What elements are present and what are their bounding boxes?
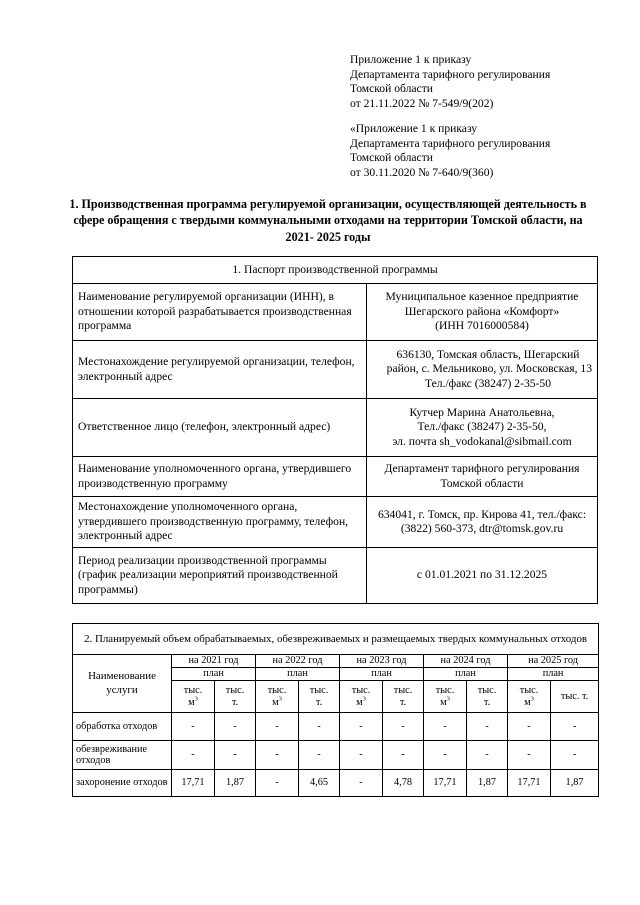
document-title: 1. Производственная программа регулируемой организации, осуществляющей деятельность в сфере обращения с твердыми коммунальными отходами на территории Томской области, на 2021- 2025 годы xyxy=(69,197,587,244)
service-name: обработка отходов xyxy=(73,713,172,741)
volume-cell: - xyxy=(172,713,215,741)
unit-text: тыс. xyxy=(267,685,287,696)
table-row xyxy=(73,341,598,399)
table-row xyxy=(73,713,599,741)
plan-header: план xyxy=(508,668,599,681)
volume-cell: - xyxy=(383,713,424,741)
value-line: с 01.01.2021 по 31.12.2025 xyxy=(416,568,548,582)
table-row xyxy=(73,284,598,341)
passport-value xyxy=(367,399,598,457)
unit-m3-header xyxy=(424,681,467,713)
volume-cell: 1,87 xyxy=(551,770,599,797)
passport-heading: 1. Паспорт производственной программы xyxy=(73,257,598,284)
unit-superscript: 3 xyxy=(362,695,366,703)
unit-text: т. xyxy=(399,696,407,708)
plan-header: план xyxy=(340,668,424,681)
unit-text: т. xyxy=(315,696,323,708)
appendix-line: Томской области xyxy=(350,82,433,96)
value-line: Тел./факс (38247) 2-35-50 xyxy=(424,376,552,390)
value-line: Томской области xyxy=(440,476,524,490)
value-line: Департамент тарифного регулирования xyxy=(384,462,580,475)
value-line: (ИНН 7016000584) xyxy=(435,319,529,333)
appendix-line: от 30.11.2020 № 7-640/9(360) xyxy=(350,165,494,179)
volume-cell: - xyxy=(424,741,467,770)
unit-t-header xyxy=(215,681,256,713)
unit-text: тыс. xyxy=(183,685,203,696)
appendix-line: Приложение 1 к приказу xyxy=(350,53,472,66)
unit-text: тыс. xyxy=(519,685,539,696)
volume-cell: 1,87 xyxy=(467,770,508,797)
volume-cell: - xyxy=(172,741,215,770)
unit-text: тыс. xyxy=(309,685,329,696)
unit-text: т. xyxy=(231,696,239,708)
appendix-line: Томской области xyxy=(350,151,433,165)
value-line: Кутчер Марина Анатольевна, xyxy=(409,405,555,419)
year-header: на 2025 год xyxy=(508,655,599,668)
passport-value xyxy=(367,284,598,341)
passport-table xyxy=(72,256,598,604)
service-name: обезвреживание отходов xyxy=(73,741,172,770)
value-line: Муниципальное казенное предприятие xyxy=(385,290,579,304)
plan-header: план xyxy=(256,668,340,681)
passport-label: Наименование регулируемой организации (ИНН), в отношении которой разрабатывается производственная программа xyxy=(73,284,367,341)
unit-m3-header xyxy=(256,681,299,713)
appendix-line: «Приложение 1 к приказу xyxy=(350,122,478,135)
volume-cell: - xyxy=(256,713,299,741)
volume-cell: 4,65 xyxy=(299,770,340,797)
volume-cell: - xyxy=(256,770,299,797)
unit-t-header xyxy=(383,681,424,713)
passport-label: Местонахождение регулируемой организации, телефон, электронный адрес xyxy=(73,341,367,399)
value-line: эл. почта sh_vodokanal@sibmail.com xyxy=(392,434,572,448)
table-row xyxy=(73,548,598,604)
unit-superscript: 3 xyxy=(446,695,450,703)
unit-text: тыс. xyxy=(351,685,371,696)
appendix-line: Департамента тарифного регулирования xyxy=(350,136,551,150)
table-row xyxy=(73,399,598,457)
table-row xyxy=(73,770,599,797)
unit-text: тыс. xyxy=(225,685,245,696)
unit-t-header xyxy=(467,681,508,713)
volume-cell: 4,78 xyxy=(383,770,424,797)
unit-text: тыс. xyxy=(435,685,455,696)
volume-cell: 17,71 xyxy=(172,770,215,797)
appendix-line: Департамента тарифного регулирования xyxy=(350,67,551,81)
plan-header: план xyxy=(172,668,256,681)
value-line: (3822) 560-373, dtr@tomsk.gov.ru xyxy=(400,522,564,535)
volume-cell: 17,71 xyxy=(424,770,467,797)
passport-value xyxy=(367,497,598,548)
year-header: на 2021 год xyxy=(172,655,256,668)
volume-cell: - xyxy=(551,713,599,741)
volume-cell: - xyxy=(383,741,424,770)
volume-cell: 17,71 xyxy=(508,770,551,797)
volume-cell: - xyxy=(340,741,383,770)
passport-value xyxy=(367,457,598,497)
volumes-heading: 2. Планируемый объем обрабатываемых, обезвреживаемых и размещаемых твердых коммунальных отходов xyxy=(73,624,599,655)
value-line: район, с. Мельниково, ул. Московская, 13 xyxy=(386,362,592,376)
value-line: 636130, Томская область, Шегарский xyxy=(396,347,580,361)
volume-cell: - xyxy=(424,713,467,741)
unit-text: м xyxy=(272,696,279,708)
unit-text: м xyxy=(440,696,447,708)
unit-superscript: 3 xyxy=(194,695,198,703)
volume-cell: - xyxy=(551,741,599,770)
volume-cell: - xyxy=(256,741,299,770)
unit-text: м xyxy=(524,696,531,708)
year-header: на 2022 год xyxy=(256,655,340,668)
plan-header: план xyxy=(424,668,508,681)
unit-m3-header xyxy=(508,681,551,713)
unit-t-header xyxy=(299,681,340,713)
unit-text: м xyxy=(356,696,363,708)
table-row xyxy=(73,741,599,770)
appendix-line: от 21.11.2022 № 7-549/9(202) xyxy=(350,96,494,110)
passport-label: Местонахождение уполномоченного органа, утвердившего производственную программу, телефон, электронный адрес xyxy=(73,497,367,548)
unit-text: тыс. xyxy=(393,685,413,696)
passport-value xyxy=(367,548,598,604)
volume-cell: - xyxy=(215,741,256,770)
volume-cell: - xyxy=(508,713,551,741)
service-name: захоронение отходов xyxy=(73,770,172,797)
volume-cell: - xyxy=(299,713,340,741)
volumes-table xyxy=(72,623,599,797)
value-line: 634041, г. Томск, пр. Кирова 41, тел./факс: xyxy=(377,507,587,521)
unit-m3-header xyxy=(340,681,383,713)
passport-value xyxy=(367,341,598,399)
table-row xyxy=(73,457,598,497)
passport-label: Период реализации производственной программы (график реализации мероприятий производственной программы) xyxy=(73,548,367,604)
volume-cell: - xyxy=(215,713,256,741)
volume-cell: - xyxy=(467,713,508,741)
unit-superscript: 3 xyxy=(530,695,534,703)
volume-cell: - xyxy=(508,741,551,770)
table-row xyxy=(73,497,598,548)
volume-cell: - xyxy=(467,741,508,770)
year-header: на 2024 год xyxy=(424,655,508,668)
volume-cell: - xyxy=(340,713,383,741)
unit-m3-header xyxy=(172,681,215,713)
year-header: на 2023 год xyxy=(340,655,424,668)
service-name-header: Наименование услуги xyxy=(73,655,172,713)
volume-cell: - xyxy=(340,770,383,797)
unit-superscript: 3 xyxy=(278,695,282,703)
passport-label: Наименование уполномоченного органа, утвердившего производственную программу xyxy=(73,457,367,497)
volume-cell: - xyxy=(299,741,340,770)
appendix-reference-current xyxy=(350,53,550,111)
unit-text: тыс. xyxy=(477,685,497,696)
value-line: Тел./факс (38247) 2-35-50, xyxy=(417,420,547,434)
unit-text: т. xyxy=(483,696,491,708)
unit-t-header: тыс. т. xyxy=(551,681,599,713)
volume-cell: 1,87 xyxy=(215,770,256,797)
passport-label: Ответственное лицо (телефон, электронный адрес) xyxy=(73,399,367,457)
unit-text: м xyxy=(188,696,195,708)
appendix-reference-original xyxy=(350,122,550,180)
value-line: Шегарского района «Комфорт» xyxy=(404,304,560,318)
